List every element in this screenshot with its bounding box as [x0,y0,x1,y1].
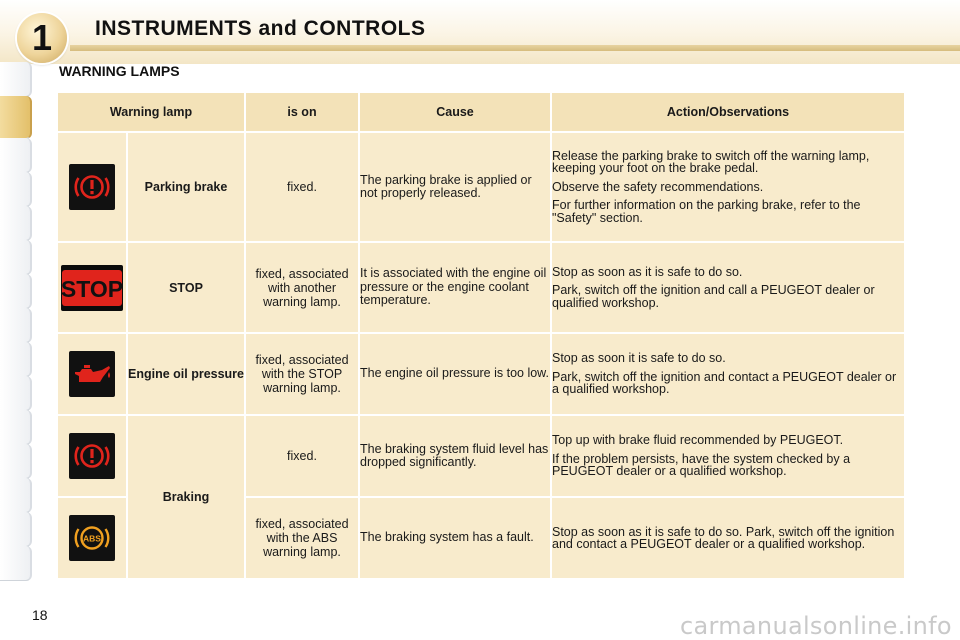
header-warning-lamp: Warning lamp [57,92,245,132]
action-cell [551,415,905,497]
abs-icon-text: ABS [83,533,101,544]
section-title: WARNING LAMPS [59,63,180,79]
chapter-tab[interactable] [0,478,32,513]
cause-text: The engine oil pressure is too low. [359,333,551,415]
chapter-tab[interactable] [0,172,32,207]
action-cell [551,497,905,579]
chapter-tab[interactable] [0,546,32,581]
table-row [57,242,905,333]
action-cell [551,242,905,333]
lamp-name: STOP [127,242,245,333]
action-text: For further information on the parking brake, refer to the "Safety" section. [552,198,861,225]
lamp-cell [57,497,127,579]
action-text: Observe the safety recommendations. [552,179,764,194]
is-on-value: fixed, associated with the STOP warning lamp. [245,333,359,415]
chapter-tab[interactable] [0,444,32,479]
engine-oil-pressure-icon [69,351,115,397]
chapter-tab[interactable] [0,342,32,377]
cause-text: It is associated with the engine oil pressure or the engine coolant temperature. [359,242,551,333]
abs-warning-icon [69,515,115,561]
lamp-cell [57,242,127,333]
chapter-tab[interactable] [0,410,32,445]
page-title: INSTRUMENTS and CONTROLS [95,17,426,40]
action-text: Release the parking brake to switch off the warning lamp, keeping your foot on the brake pedal. [552,148,870,176]
lamp-cell [57,333,127,415]
chapter-tab-rail [0,62,36,582]
action-text: Park, switch off the ignition and call a PEUGEOT dealer or qualified workshop. [552,283,875,310]
header-action: Action/Observations [551,92,905,132]
braking-warning-icon [69,433,115,479]
is-on-value: fixed. [245,415,359,497]
chapter-tab[interactable] [0,376,32,411]
lamp-name: Engine oil pressure [127,333,245,415]
chapter-tab[interactable] [0,206,32,241]
is-on-value: fixed, associated with another warning lamp. [245,242,359,333]
action-text: Top up with brake fluid recommended by PEUGEOT. [552,433,844,448]
warning-lamps-table [56,91,906,580]
cause-text: The parking brake is applied or not properly released. [359,132,551,242]
table-row [57,333,905,415]
header-cause: Cause [359,92,551,132]
lamp-cell [57,415,127,497]
watermark: carmanualsonline.info [680,612,952,640]
action-text: Stop as soon as it is safe to do so. [552,264,743,279]
table-header-row [57,92,905,132]
action-cell [551,132,905,242]
lamp-name: Parking brake [127,132,245,242]
action-text: Park, switch off the ignition and contact a PEUGEOT dealer or a qualified workshop. [552,369,897,397]
is-on-value: fixed. [245,132,359,242]
cause-text: The braking system has a fault. [359,497,551,579]
page-number: 18 [32,607,48,623]
action-text: Stop as soon as it is safe to do so. Park, switch off the ignition and contact a PEUGEOT dealer or a qualified workshop. [552,524,895,551]
chapter-tab[interactable] [0,240,32,275]
chapter-tab[interactable] [0,138,32,173]
chapter-tab[interactable] [0,308,32,343]
lamp-name: Braking [127,415,245,579]
header-is-on: is on [245,92,359,132]
chapter-tab[interactable] [0,274,32,309]
chapter-tab-active[interactable] [0,96,32,139]
table-row [57,132,905,242]
lamp-cell [57,132,127,242]
table-row [57,415,905,497]
action-text: Stop as soon it is safe to do so. [552,351,726,366]
chapter-badge[interactable]: 1 [17,13,67,63]
action-cell [551,333,905,415]
stop-warning-icon [61,265,123,311]
action-text: If the problem persists, have the system checked by a PEUGEOT dealer or a qualified workshop. [552,451,851,479]
cause-text: The braking system fluid level has dropped significantly. [359,415,551,497]
parking-brake-warning-icon [69,164,115,210]
stop-icon-text: STOP [61,275,123,302]
header-rule [70,45,960,51]
chapter-tab[interactable] [0,512,32,547]
is-on-value: fixed, associated with the ABS warning lamp. [245,497,359,579]
chapter-tab[interactable] [0,62,32,97]
